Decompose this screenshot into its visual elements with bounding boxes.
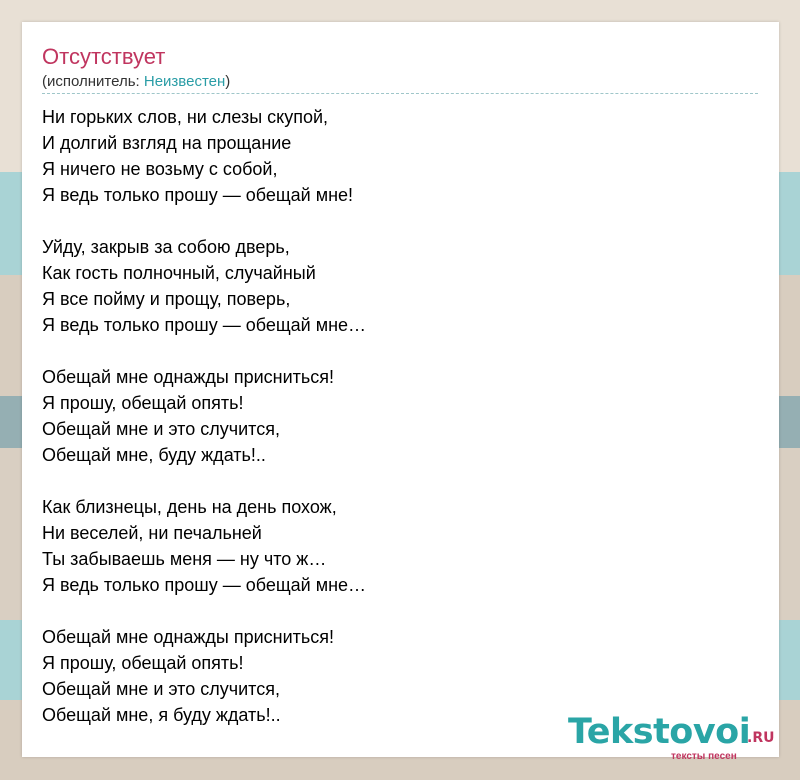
lyrics-body — [42, 104, 742, 728]
lyric-line: Я ведь только прошу — обещай мне! — [42, 185, 354, 205]
artist-link[interactable]: Неизвестен — [143, 73, 226, 90]
lyric-line: Я ведь только прошу — обещай мне… — [42, 315, 367, 335]
lyric-line: Я ничего не возьму с собой, — [42, 159, 278, 179]
artist-prefix: (исполнитель: — [42, 73, 144, 90]
lyric-line: Ни веселей, ни печальней — [42, 523, 262, 543]
lyric-line: Ты забываешь меня — ну что ж… — [42, 549, 327, 569]
lyric-line: Обещай мне, буду ждать!.. — [42, 445, 266, 465]
lyric-line: Обещай мне и это случится, — [42, 679, 280, 699]
lyric-line: Как гость полночный, случайный — [42, 263, 316, 283]
logo-tagline: тексты песен — [671, 751, 737, 762]
lyric-line: Я прошу, обещай опять! — [42, 393, 244, 413]
lyric-line: Я ведь только прошу — обещай мне… — [42, 575, 367, 595]
logo-wordmark: Tekstovoi — [568, 712, 751, 752]
stanza — [42, 494, 742, 598]
lyric-line: Обещай мне, я буду ждать!.. — [42, 705, 281, 725]
lyric-line: Ни горьких слов, ни слезы скупой, — [42, 107, 329, 127]
lyric-line: Как близнецы, день на день похож, — [42, 497, 337, 517]
divider — [42, 93, 758, 94]
lyric-line: Обещай мне и это случится, — [42, 419, 280, 439]
stanza — [42, 104, 742, 208]
artist-line — [42, 73, 230, 91]
tekstovoi-logo[interactable] — [568, 712, 778, 762]
lyric-line: Обещай мне однажды присниться! — [42, 627, 335, 647]
stanza — [42, 234, 742, 338]
song-title: Отсутствует — [42, 44, 166, 69]
artist-suffix: ) — [225, 73, 231, 90]
lyric-line: Обещай мне однажды присниться! — [42, 367, 335, 387]
logo-domain: .RU — [747, 730, 775, 746]
lyric-line: Я прошу, обещай опять! — [42, 653, 244, 673]
lyric-line: Уйду, закрыв за собою дверь, — [42, 237, 290, 257]
lyrics-card — [22, 22, 779, 762]
stanza — [42, 364, 742, 468]
lyric-line: Я все пойму и прощу, поверь, — [42, 289, 291, 309]
lyric-line: И долгий взгляд на прощание — [42, 133, 292, 153]
